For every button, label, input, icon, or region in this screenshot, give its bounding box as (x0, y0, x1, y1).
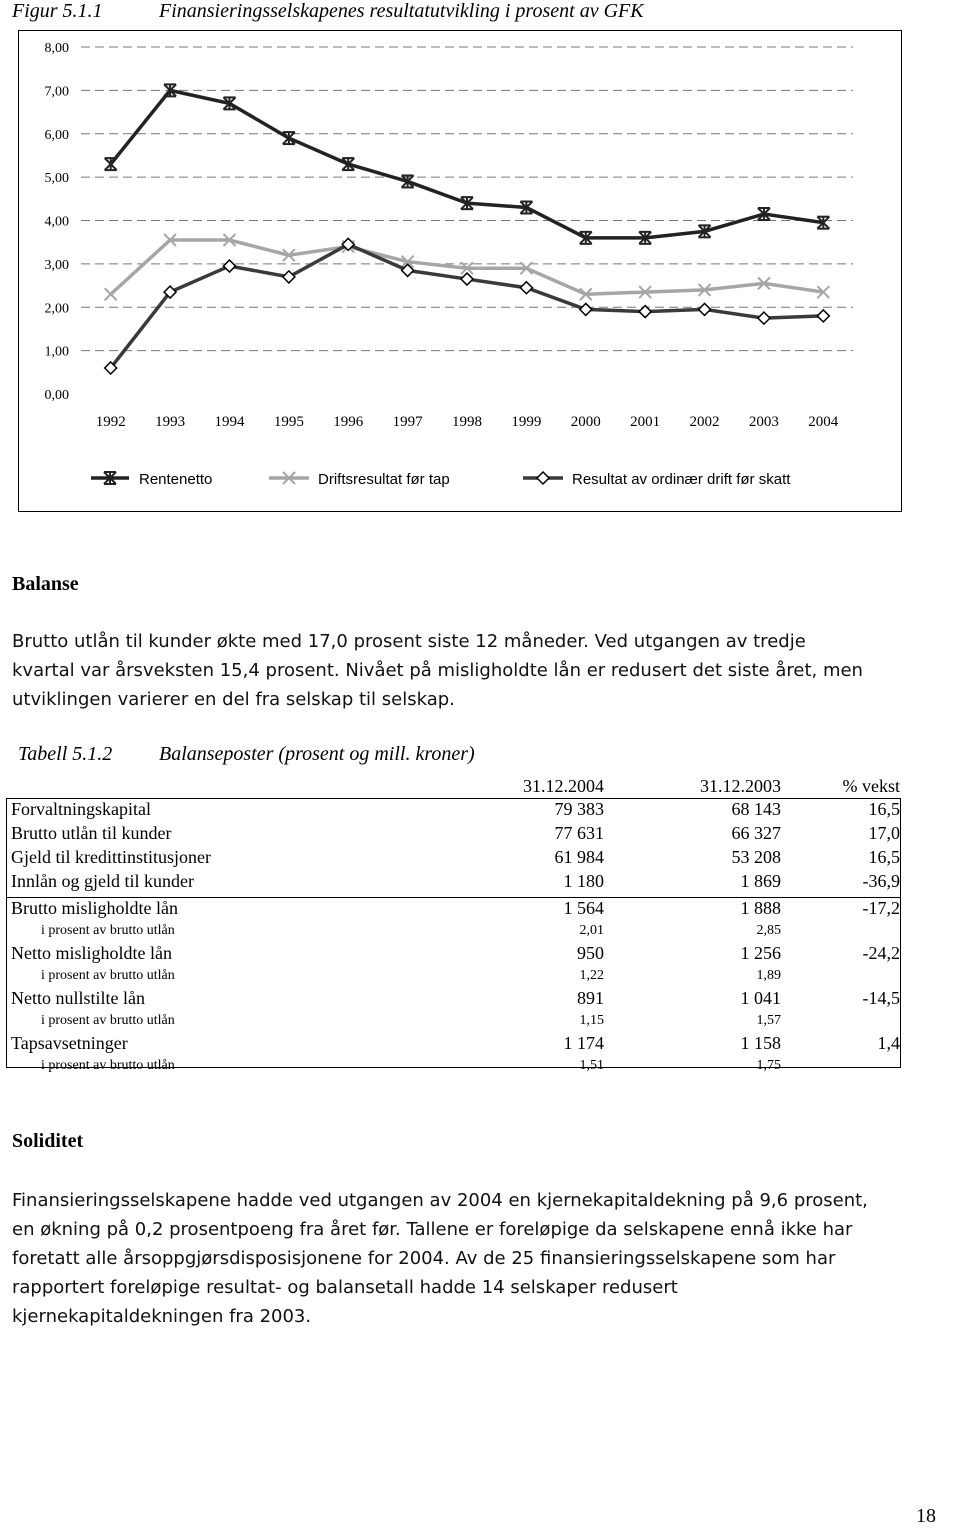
figure-title: Finansieringsselskapenes resultatutvikling i prosent av GFK (159, 0, 644, 22)
table-cell: 1,75 (756, 1058, 781, 1073)
table-cell: 79 383 (554, 799, 604, 819)
x-tick-label: 1999 (511, 414, 542, 430)
table-number: Tabell 5.1.2 (18, 743, 113, 765)
series-line-2 (111, 244, 824, 368)
column-header: 31.12.2003 (700, 776, 781, 796)
table-caption (18, 743, 475, 766)
table-row-label: i prosent av brutto utlån (41, 1058, 175, 1073)
column-header: 31.12.2004 (523, 776, 604, 796)
paragraph-line: rapportert foreløpige resultat- og balansetall hadde 14 selskaper redusert (12, 1277, 678, 1298)
x-tick-label: 2000 (570, 414, 601, 430)
y-tick-label: 1,00 (44, 344, 69, 360)
legend-marker (537, 472, 549, 484)
table-cell: 1 869 (740, 871, 781, 891)
page-number: 18 (916, 1505, 936, 1527)
table-cell: 68 143 (731, 799, 781, 819)
y-tick-label: 2,00 (44, 301, 69, 317)
table-cell: 77 631 (554, 823, 604, 843)
table-row-label: Gjeld til kredittinstitusjoner (11, 847, 211, 867)
table-cell: 1 564 (563, 898, 604, 918)
section-heading-soliditet: Soliditet (12, 1130, 84, 1152)
table-cell: 891 (577, 988, 604, 1008)
data-point (105, 288, 117, 300)
paragraph-line: en økning på 0,2 prosentpoeng fra året før. Tallene er foreløpige da selskapene ennå ikke har (12, 1219, 853, 1240)
table-row-label: Netto misligholdte lån (11, 943, 172, 963)
x-tick-label: 2002 (689, 414, 720, 430)
chart-container (18, 30, 902, 512)
table-cell: 16,5 (868, 799, 900, 819)
y-tick-label: 3,00 (44, 257, 69, 273)
data-point (699, 303, 711, 315)
data-point (223, 260, 235, 272)
data-point (817, 310, 829, 322)
table-row-label: Innlån og gjeld til kunder (11, 871, 194, 891)
x-tick-label: 1996 (333, 414, 364, 430)
table-cell: 1,4 (877, 1033, 900, 1053)
legend-label: Rentenetto (139, 471, 213, 488)
y-tick-label: 7,00 (44, 84, 69, 100)
paragraph-line: foretatt alle årsoppgjørsdisposisjonene for 2004. Av de 25 finansieringsselskapene som har (12, 1248, 836, 1269)
table-cell: 1,51 (579, 1058, 604, 1073)
table-cell: 1,15 (579, 1013, 604, 1028)
table-row-label: i prosent av brutto utlån (41, 923, 175, 938)
series-line-0 (111, 90, 824, 237)
x-tick-label: 1998 (452, 414, 482, 430)
y-tick-label: 4,00 (44, 214, 69, 230)
table-cell: 1,89 (756, 968, 781, 983)
balance-table (6, 772, 902, 1073)
line-chart (19, 31, 901, 511)
paragraph-line: kvartal var årsveksten 15,4 prosent. Nivået på misligholdte lån er redusert det siste året, men (12, 660, 863, 681)
table-cell: 1 158 (740, 1033, 781, 1053)
table-cell: 2,01 (579, 923, 604, 938)
paragraph-balanse (12, 627, 863, 714)
table-cell: 53 208 (731, 847, 781, 867)
x-tick-label: 2004 (808, 414, 839, 430)
y-tick-label: 5,00 (44, 171, 69, 187)
legend-label: Driftsresultat før tap (318, 471, 450, 488)
table-title: Balanseposter (prosent og mill. kroner) (159, 743, 475, 765)
table-cell: -17,2 (862, 898, 900, 918)
table-cell: -24,2 (862, 943, 900, 963)
legend-label: Resultat av ordinær drift før skatt (572, 471, 791, 488)
paragraph-soliditet (12, 1186, 868, 1331)
data-point (461, 273, 473, 285)
figure-number: Figur 5.1.1 (12, 0, 103, 22)
y-tick-label: 8,00 (44, 41, 69, 56)
x-tick-label: 1993 (155, 414, 186, 430)
table-cell: 1,57 (756, 1013, 781, 1028)
table-cell: 66 327 (731, 823, 781, 843)
table-cell: 1 041 (740, 988, 781, 1008)
table-cell: 1 888 (740, 898, 781, 918)
table-cell: 16,5 (868, 847, 900, 867)
figure-caption (12, 0, 644, 23)
table-row-label: Tapsavsetninger (11, 1033, 128, 1053)
data-point (105, 158, 117, 170)
paragraph-line: Finansieringsselskapene hadde ved utgangen av 2004 en kjernekapitaldekning på 9,6 prosent, (12, 1190, 868, 1211)
table-row-label: i prosent av brutto utlån (41, 1013, 175, 1028)
table-row-label: Brutto utlån til kunder (11, 823, 172, 843)
table-cell: 1 180 (563, 871, 604, 891)
x-tick-label: 1997 (392, 414, 423, 430)
paragraph-line: Brutto utlån til kunder økte med 17,0 prosent siste 12 måneder. Ved utgangen av tredje (12, 631, 806, 652)
x-tick-label: 1995 (273, 414, 304, 430)
y-tick-label: 6,00 (44, 127, 69, 143)
table-cell: 17,0 (868, 823, 900, 843)
table-row-label: i prosent av brutto utlån (41, 968, 175, 983)
paragraph-line: utviklingen varierer en del fra selskap til selskap. (12, 689, 455, 710)
x-tick-label: 1994 (214, 414, 245, 430)
x-tick-label: 2001 (630, 414, 661, 430)
table-cell: -14,5 (862, 988, 900, 1008)
paragraph-line: kjernekapitaldekningen fra 2003. (12, 1306, 312, 1327)
table-row-label: Brutto misligholdte lån (11, 898, 178, 918)
table-row-label: Netto nullstilte lån (11, 988, 145, 1008)
table-cell: 950 (577, 943, 604, 963)
data-point (758, 312, 770, 324)
table-row-label: Forvaltningskapital (11, 799, 151, 819)
table-cell: 1 174 (563, 1033, 604, 1053)
table-cell: -36,9 (862, 871, 900, 891)
data-point (580, 303, 592, 315)
data-point (520, 282, 532, 294)
table-cell: 61 984 (554, 847, 604, 867)
section-heading-balanse: Balanse (12, 573, 79, 595)
table-cell: 1,22 (579, 968, 604, 983)
x-tick-label: 1992 (95, 414, 126, 430)
column-header: % vekst (842, 776, 900, 796)
y-tick-label: 0,00 (44, 388, 69, 403)
table-cell: 2,85 (756, 923, 781, 938)
x-tick-label: 2003 (748, 414, 779, 430)
table-cell: 1 256 (740, 943, 781, 963)
